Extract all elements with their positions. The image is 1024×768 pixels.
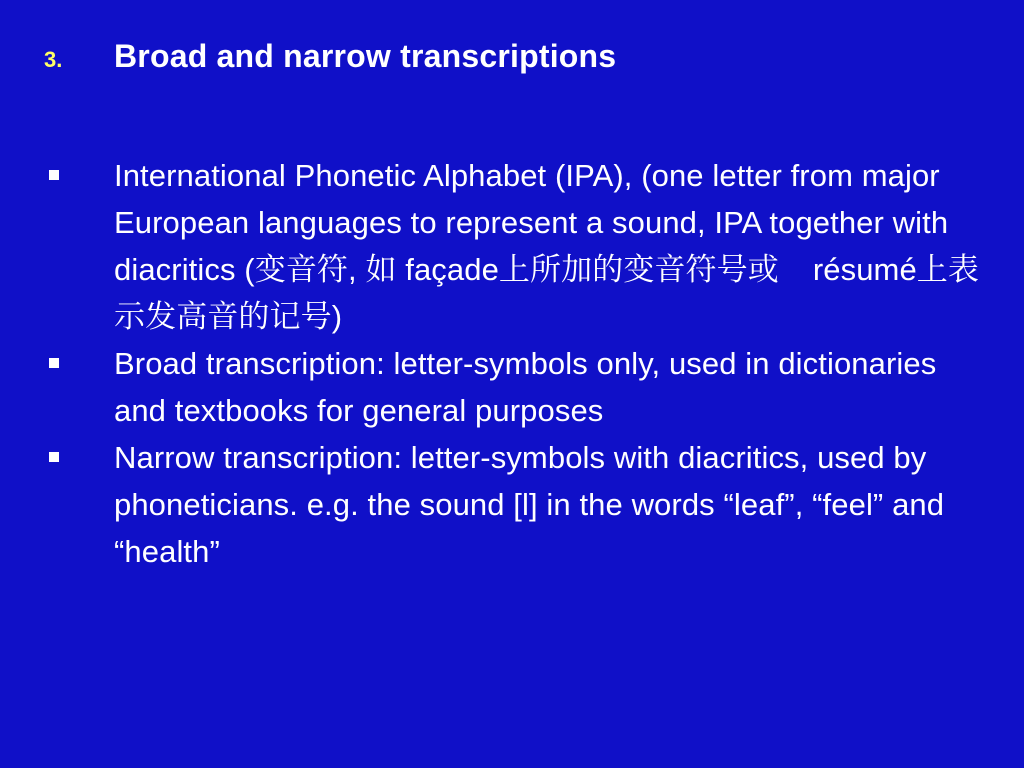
bullet-item-broad <box>44 340 994 434</box>
square-bullet-icon <box>44 340 114 388</box>
bullet-text-broad: Broad transcription: letter-symbols only, used in dictionaries and textbooks for general purposes <box>114 346 937 428</box>
bullet-list <box>44 152 994 575</box>
heading-number: 3. <box>44 47 63 72</box>
bullet-item-narrow <box>44 434 994 575</box>
bullet-text-ipa-part1: International Phonetic Alphabet (IPA), (one letter from major European languages to represent a sound, IPA together with diacritics (变音符, 如 façade上所加的变音符号或 <box>114 158 949 287</box>
bullet-text-ipa <box>114 152 988 340</box>
bullet-text-narrow: Narrow transcription: letter-symbols with diacritics, used by phoneticians. e.g. the sound [l] in the words “leaf”, “feel” and “health” <box>114 440 945 569</box>
bullet-text-ipa-part2: résumé上表示发高音的记号) <box>114 252 979 334</box>
heading-row <box>44 38 616 75</box>
square-bullet-icon <box>44 152 114 200</box>
square-bullet-icon <box>44 434 114 482</box>
heading-title: Broad and narrow transcriptions <box>114 38 617 74</box>
bullet-item-ipa <box>44 152 994 340</box>
